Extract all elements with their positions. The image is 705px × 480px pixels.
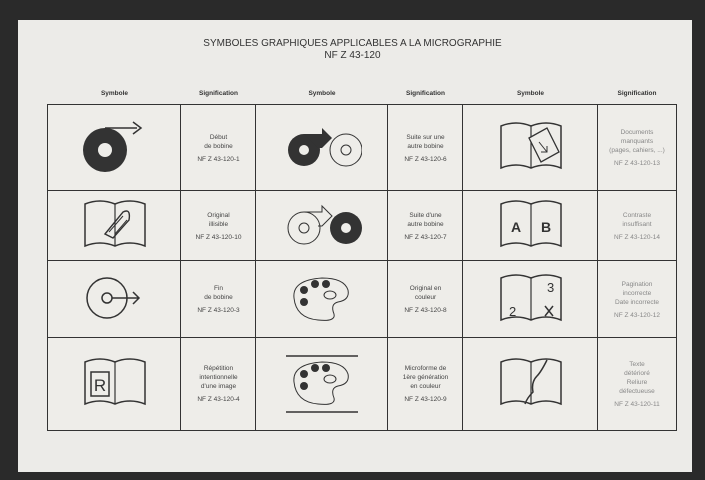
color-microform-icon <box>282 352 362 416</box>
symbol-cell <box>255 260 389 339</box>
signification-cell <box>597 337 677 431</box>
svg-text:R: R <box>93 376 106 395</box>
signification-text: (pages, cahiers, ...) <box>609 147 665 154</box>
symbol-cell <box>47 104 182 192</box>
signification-text: Début <box>209 133 228 141</box>
missing-documents-icon <box>491 116 571 180</box>
symbol-cell <box>462 337 599 431</box>
signification-text: illisible <box>208 220 229 228</box>
signification-text: incorrecte <box>622 289 652 297</box>
signification-text: Reliure <box>626 378 648 386</box>
signification-text: Texte <box>629 360 645 368</box>
symbol-cell <box>462 260 599 339</box>
signification-text: autre bobine <box>407 142 444 150</box>
signification-text: Original <box>207 211 230 219</box>
signification-text: Suite d'une <box>409 211 442 219</box>
standard-code: NF Z 43-120-12 <box>614 311 660 319</box>
column-header-symbole: Symbole <box>308 90 336 97</box>
standard-code: NF Z 43-120-9 <box>404 396 447 403</box>
symbol-cell <box>47 337 182 431</box>
svg-text:3: 3 <box>546 279 554 295</box>
signification-cell <box>597 260 677 339</box>
symbol-cell <box>462 104 599 192</box>
signification-text: Fin <box>213 285 224 292</box>
symbol-cell <box>47 190 182 262</box>
signification-cell <box>180 337 257 431</box>
signification-cell <box>597 190 677 262</box>
column-header-symbole: Symbole <box>100 90 129 97</box>
illegible-original-icon <box>75 194 155 258</box>
signification-text: Pagination <box>621 280 653 288</box>
signification-text: Date incorrecte <box>614 298 660 306</box>
damaged-text-icon <box>491 352 571 416</box>
standard-code: NF Z 43-120-7 <box>404 233 447 241</box>
signification-text: de bobine <box>204 294 233 301</box>
document-subtitle: NF Z 43-120 <box>324 50 381 61</box>
signification-text: Original en <box>409 285 442 292</box>
symbol-cell <box>255 337 389 431</box>
standard-code: NF Z 43-120-4 <box>197 396 240 403</box>
signification-cell <box>180 104 257 192</box>
signification-text: défectueuse <box>619 387 655 395</box>
standard-code: NF Z 43-120-13 <box>614 160 660 167</box>
repetition-icon <box>75 352 155 416</box>
signification-text: manquants <box>620 138 654 145</box>
reel-continued-from-icon <box>282 194 362 258</box>
signification-text: 1ère génération <box>402 374 449 381</box>
standard-code: NF Z 43-120-11 <box>614 400 660 408</box>
standard-code: NF Z 43-120-6 <box>404 155 447 163</box>
signification-text: intentionnelle <box>199 374 238 381</box>
standard-code: NF Z 43-120-14 <box>614 233 660 241</box>
signification-text: Répétition <box>203 365 234 372</box>
symbol-cell <box>462 190 599 262</box>
signification-text: autre bobine <box>407 220 444 228</box>
reel-start-icon <box>75 116 155 180</box>
signification-text: insuffisant <box>622 220 652 228</box>
column-header-symbole: Symbole <box>516 90 545 97</box>
signification-cell <box>180 260 257 339</box>
document-title: SYMBOLES GRAPHIQUES APPLICABLES A LA MICROGRAPHIE <box>203 38 502 49</box>
reel-end-icon <box>75 268 155 332</box>
signification-text: détérioré <box>624 369 650 377</box>
signification-text: couleur <box>414 294 437 301</box>
signification-cell <box>597 104 677 192</box>
symbol-cell <box>255 190 389 262</box>
signification-cell <box>387 190 464 262</box>
svg-text:B: B <box>540 219 551 235</box>
low-contrast-icon <box>491 194 571 258</box>
color-original-icon <box>282 268 362 332</box>
signification-cell <box>180 190 257 262</box>
signification-text: d'une image <box>200 383 237 390</box>
signification-text: Microforme de <box>404 365 447 372</box>
reel-continues-icon <box>282 116 362 180</box>
signification-text: Contraste <box>622 211 652 219</box>
column-header-signification: Signification <box>199 90 238 97</box>
signification-cell <box>387 337 464 431</box>
standard-code: NF Z 43-120-10 <box>195 233 242 241</box>
svg-text:2: 2 <box>508 303 516 319</box>
wrong-pagination-icon <box>491 268 571 332</box>
column-header-signification: Signification <box>617 90 657 97</box>
column-header-signification: Signification <box>406 90 445 97</box>
signification-text: Documents <box>620 129 654 136</box>
signification-cell <box>387 104 464 192</box>
svg-text:A: A <box>510 219 521 235</box>
standard-code: NF Z 43-120-1 <box>197 155 240 163</box>
standard-code: NF Z 43-120-8 <box>404 307 447 314</box>
signification-text: Suite sur une <box>406 133 445 141</box>
symbol-cell <box>255 104 389 192</box>
signification-text: en couleur <box>410 383 441 390</box>
standard-code: NF Z 43-120-3 <box>197 307 240 314</box>
symbol-cell <box>47 260 182 339</box>
signification-cell <box>387 260 464 339</box>
signification-text: de bobine <box>204 142 233 150</box>
